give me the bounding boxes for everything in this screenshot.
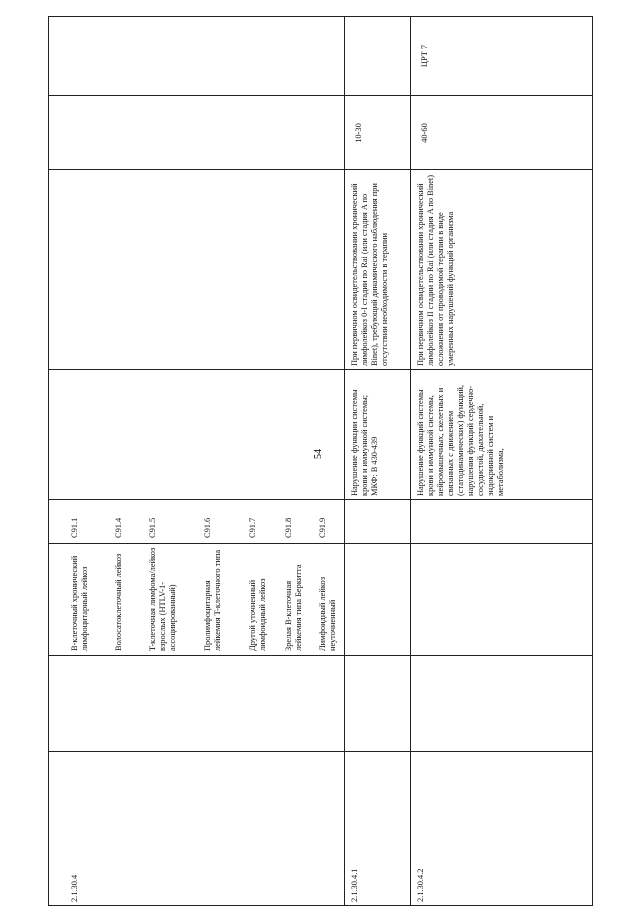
row-code: 2.1.30.4.2 <box>416 868 425 902</box>
disease-name: Пролимфоцитарная лейкемия T-клеточного типа <box>203 549 222 651</box>
criteria-description: При первичном освидетельствовании хронический лимфолейкоз 0-I стадии по Rai (или стадия A по Binet), требующий динамического наблюдения при отсутствии необходимости в терапии <box>350 183 389 366</box>
row-divider-2 <box>410 16 411 906</box>
col-line-7 <box>48 95 593 96</box>
col-line-4 <box>48 499 593 500</box>
group-code: ЦРТ 7 <box>420 44 429 68</box>
disease-name: T-клеточная лимфома/лейкоз взрослых (HTLV-1-ассоциированный) <box>148 547 177 651</box>
disease-name: Зрелая B-клеточная лейкемия типа Беркитта <box>284 564 303 651</box>
icd-code: C91.7 <box>248 517 257 538</box>
icd-code: C91.8 <box>284 517 293 538</box>
row-code: 2.1.30.4.1 <box>350 868 359 902</box>
disability-percent: 40-60 <box>420 123 429 143</box>
icd-code: C91.5 <box>148 517 157 538</box>
icd-code: C91.6 <box>203 517 212 538</box>
disease-name: Лимфоидный лейкоз неуточненный <box>318 576 337 651</box>
row-divider-1 <box>344 16 345 906</box>
disease-name: Другой уточненный лимфоидный лейкоз <box>248 578 267 651</box>
disease-name: B-клеточный хронический лимфоцитарный лейкоз <box>70 555 89 651</box>
col-line-2 <box>48 655 593 656</box>
col-line-1 <box>48 751 593 752</box>
disease-name: Волосатоклеточный лейкоз <box>114 553 123 651</box>
col-line-3 <box>48 543 593 544</box>
icd-code: C91.1 <box>70 517 79 538</box>
table-border-bottom <box>592 16 593 906</box>
row-code: 2.1.30.4 <box>70 874 79 902</box>
criteria-description: При первичном освидетельствовании хронический лимфолейкоз II стадии по Rai (или стадия A по Binet) осложнения от проводимой терапии в виде умеренных нарушений функций организма <box>416 174 455 366</box>
col-line-8 <box>48 16 593 17</box>
col-line-6 <box>48 169 593 170</box>
page-number: 54 <box>313 449 324 459</box>
icd-code: C91.9 <box>318 517 327 538</box>
disability-criteria-table <box>48 16 593 906</box>
impairment-description: Нарушение функции системы крови и иммунной системы; МКФ: B 430-439 <box>350 389 379 496</box>
col-line-0 <box>48 905 593 906</box>
table-border-top <box>48 16 49 906</box>
disability-percent: 10-30 <box>354 123 363 143</box>
col-line-5 <box>48 369 593 370</box>
icd-code: C91.4 <box>114 517 123 538</box>
rotated-table-page <box>48 16 593 906</box>
impairment-description: Нарушение функций системы крови и иммунной системы, нейромышечных, скелетных и связанных с движением (статодинамических) функций, нарушения функций сердечно-сосудистой, дыхательной, эндокринной систем и метаболизма, <box>416 385 505 496</box>
